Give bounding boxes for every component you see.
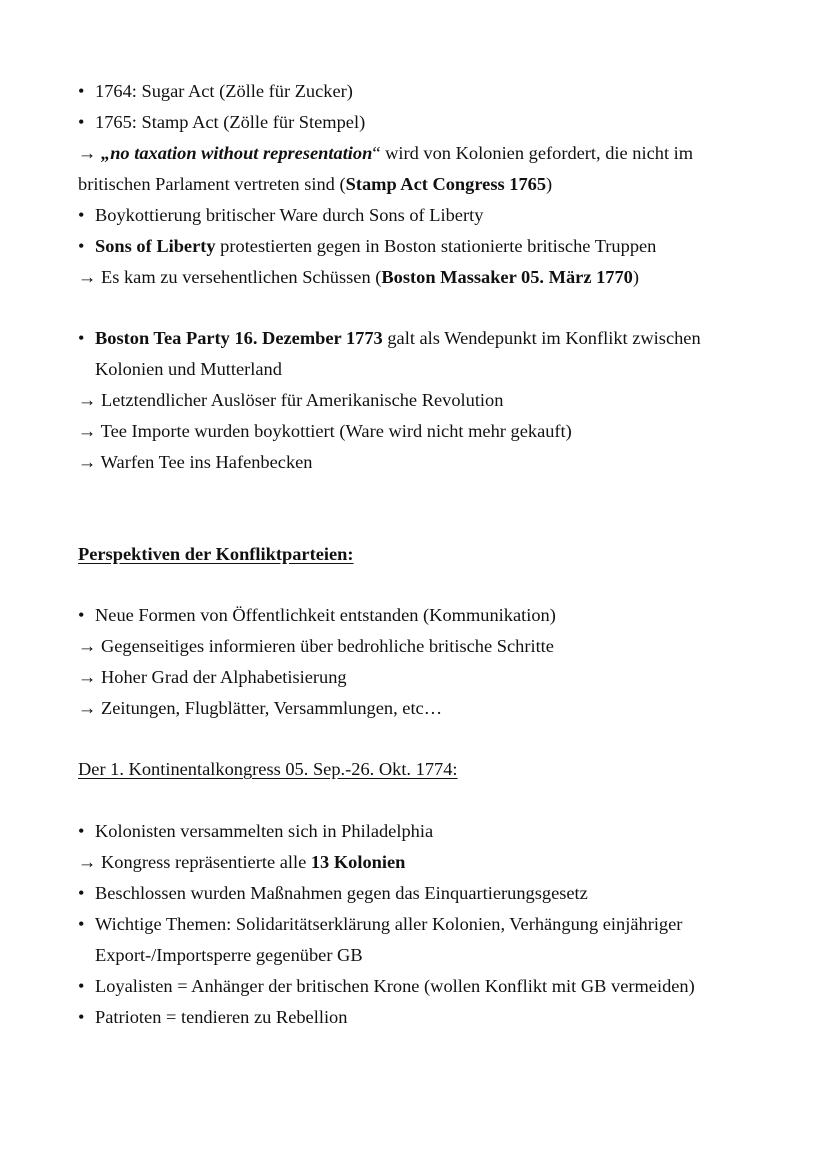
arrow-line: → Tee Importe wurden boykottiert (Ware wird nicht mehr gekauft) xyxy=(78,421,572,441)
arrow-line: → Gegenseitiges informieren über bedrohliche britische Schritte xyxy=(78,636,554,656)
bullet-massnahmen xyxy=(78,881,788,905)
bullet-stamp-act xyxy=(78,110,788,134)
text: 1765: Stamp Act (Zölle für Stempel) xyxy=(95,112,366,132)
text: galt als Wendepunkt im Konflikt zwischen xyxy=(382,328,701,348)
text: Loyalisten = Anhänger der britischen Krone (wollen Konflikt mit GB vermeiden) xyxy=(95,976,695,996)
bullet-dot: • xyxy=(78,112,85,132)
text: Patrioten = tendieren zu Rebellion xyxy=(95,1007,348,1027)
bullet-loyalisten xyxy=(78,974,788,998)
bold-term: Boston Tea Party 16. Dezember 1773 xyxy=(95,328,383,348)
text-close: ) xyxy=(546,174,553,194)
bullet-dot: • xyxy=(78,236,85,256)
bullet-dot: • xyxy=(78,821,85,841)
slogan: no taxation without representation xyxy=(110,143,373,163)
bold-term: Boston Massaker 05. März 1770 xyxy=(381,267,633,287)
bullet-dot: • xyxy=(78,205,85,225)
bullet-boston-tea-party xyxy=(78,326,788,350)
bullet-dot: • xyxy=(78,1007,85,1027)
bullet-dot: • xyxy=(78,883,85,903)
bullet-dot: • xyxy=(78,81,85,101)
arrow-text: → xyxy=(78,143,101,163)
arrow-line: → Hoher Grad der Alphabetisierung xyxy=(78,667,347,687)
text: Boykottierung britischer Ware durch Sons of Liberty xyxy=(95,205,484,225)
bullet-philadelphia xyxy=(78,819,788,843)
arrow-13-kolonien xyxy=(78,850,788,874)
line-stamp-act-congress xyxy=(78,172,788,196)
bullet-dot: • xyxy=(78,976,85,996)
text: → Kongress repräsentierte alle xyxy=(78,852,311,872)
quote-open: „ xyxy=(101,143,111,163)
text: protestierten gegen in Boston stationierte britische Truppen xyxy=(215,236,657,256)
bullet-dot: • xyxy=(78,328,85,348)
text: Kolonisten versammelten sich in Philadelphia xyxy=(95,821,434,841)
section-heading-kontinentalkongress: Der 1. Kontinentalkongress 05. Sep.-26. Okt. 1774: xyxy=(78,759,458,779)
bullet-boycott xyxy=(78,203,788,227)
bullet-wichtige-themen xyxy=(78,912,788,936)
bold-term: Stamp Act Congress 1765 xyxy=(345,174,547,194)
bullet-oeffentlichkeit xyxy=(78,603,788,627)
section-heading-perspektiven: Perspektiven der Konfliktparteien: xyxy=(78,544,354,564)
text: Wichtige Themen: Solidaritätserklärung aller Kolonien, Verhängung einjähriger xyxy=(95,914,683,934)
text-close: ) xyxy=(632,267,639,287)
bold-term: Sons of Liberty xyxy=(95,236,216,256)
bullet-sugar-act xyxy=(78,79,788,103)
text: britischen Parlament vertreten sind ( xyxy=(78,174,346,194)
text: “ wird von Kolonien gefordert, die nicht im xyxy=(372,143,694,163)
text: Beschlossen wurden Maßnahmen gegen das Einquartierungsgesetz xyxy=(95,883,588,903)
arrow-boston-massacre xyxy=(78,265,788,289)
bullet-continuation: Export-/Importsperre gegenüber GB xyxy=(95,945,363,965)
bullet-sons-of-liberty xyxy=(78,234,788,258)
bullet-patrioten xyxy=(78,1005,788,1029)
arrow-line: → Letztendlicher Auslöser für Amerikanische Revolution xyxy=(78,390,504,410)
arrow-line: → Warfen Tee ins Hafenbecken xyxy=(78,452,313,472)
arrow-line: → Zeitungen, Flugblätter, Versammlungen, etc… xyxy=(78,698,443,718)
text: 1764: Sugar Act (Zölle für Zucker) xyxy=(95,81,353,101)
arrow-no-taxation xyxy=(78,141,788,165)
bold-term: 13 Kolonien xyxy=(310,852,406,872)
text: → Es kam zu versehentlichen Schüssen ( xyxy=(78,267,382,287)
bullet-dot: • xyxy=(78,914,85,934)
bullet-dot: • xyxy=(78,605,85,625)
bullet-continuation: Kolonien und Mutterland xyxy=(95,359,282,379)
text: Neue Formen von Öffentlichkeit entstanden (Kommunikation) xyxy=(95,605,556,625)
